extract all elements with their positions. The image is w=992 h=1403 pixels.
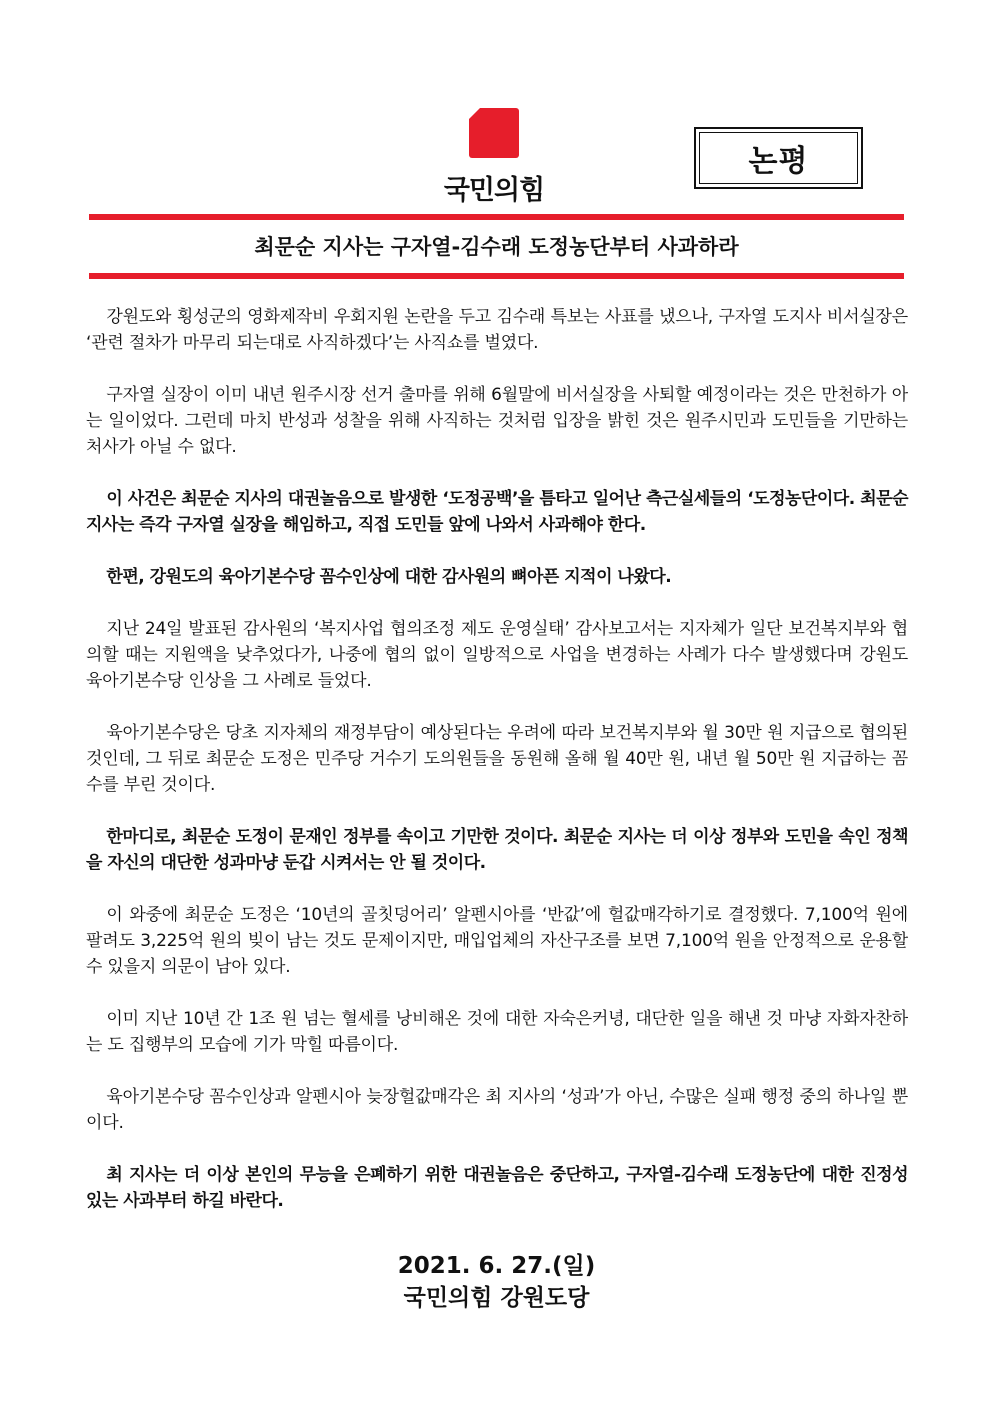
document-footer [89,1250,904,1314]
party-logo-text: 국민의힘 [443,175,545,206]
paragraph-bold: 이 사건은 최문순 지사의 대권놀음으로 발생한 ‘도정공백’을 틈타고 일어난 측근실세들의 ‘도정농단이다. 최문순 지사는 즉각 구자열 실장을 해임하고, 직접 도민들 앞에 나와서 사과해야 한다. [86,489,908,535]
doc-type-label: 논평 [748,144,809,179]
paragraph: 이미 지난 10년 간 1조 원 넘는 혈세를 낭비해온 것에 대한 자숙은커녕, 대단한 일을 해낸 것 마냥 자화자찬하는 도 집행부의 모습에 기가 막힐 따름이다. [86,1009,908,1055]
party-logo-icon [469,108,519,158]
paragraph: 지난 24일 발표된 감사원의 ‘복지사업 협의조정 제도 운영실태’ 감사보고서는 지자체가 일단 보건복지부와 협의할 때는 지원액을 낮추었다가, 나중에 협의 없이 일방적으로 사업을 변경하는 사례가 다수 발생했다며 강원도 육아기본수당 인상을 그 사례로 들었다. [86,619,908,691]
paragraph: 육아기본수당은 당초 지자체의 재정부담이 예상된다는 우려에 따라 보건복지부와 월 30만 원 지급으로 협의된 것인데, 그 뒤로 최문순 도정은 민주당 거수기 도의원들을 동원해 올해 월 40만 원, 내년 월 50만 원 지급하는 꼼수를 부린 것이다. [86,723,908,795]
issue-date: 2021. 6. 27.(일) [397,1253,596,1279]
party-logo [432,108,556,207]
document-body [86,304,908,1240]
issuing-organization: 국민의힘 강원도당 [403,1285,590,1311]
paragraph: 이 와중에 최문순 도정은 ‘10년의 골칫덩어리’ 알펜시아를 ‘반값’에 헐값매각하기로 결정했다. 7,100억 원에 팔려도 3,225억 원의 빚이 남는 것도 문제이지만, 매입업체의 자산구조를 보면 7,100억 원을 안정적으로 운용할 수 있을지 의문이 남아 있다. [86,905,908,977]
paragraph-bold: 한마디로, 최문순 도정이 문재인 정부를 속이고 기만한 것이다. 최문순 지사는 더 이상 정부와 도민을 속인 정책을 자신의 대단한 성과마냥 둔갑 시켜서는 안 될 것이다. [86,827,908,873]
document-header [0,0,992,215]
doc-type-inner-frame [699,132,858,184]
document-title: 최문순 지사는 구자열-김수래 도정농단부터 사과하라 [254,235,739,259]
title-rule-top [89,214,904,220]
paragraph: 구자열 실장이 이미 내년 원주시장 선거 출마를 위해 6월말에 비서실장을 사퇴할 예정이라는 것은 만천하가 아는 일이었다. 그런데 마치 반성과 성찰을 위해 사직하는 것처럼 입장을 밝힌 것은 원주시민과 도민들을 기만하는 처사가 아닐 수 없다. [86,385,908,457]
paragraph: 강원도와 횡성군의 영화제작비 우회지원 논란을 두고 김수래 특보는 사표를 냈으나, 구자열 도지사 비서실장은 ‘관련 절차가 마무리 되는대로 사직하겠다’는 사직쇼를 벌였다. [86,307,908,353]
doc-type-box [694,127,863,189]
paragraph-bold: 한편, 강원도의 육아기본수당 꼼수인상에 대한 감사원의 뼈아픈 지적이 나왔다. [106,567,672,587]
paragraph-bold: 최 지사는 더 이상 본인의 무능을 은폐하기 위한 대권놀음은 중단하고, 구자열-김수래 도정농단에 대한 진정성 있는 사과부터 하길 바란다. [86,1165,908,1211]
title-rule-bottom [89,273,904,279]
paragraph: 육아기본수당 꼼수인상과 알펜시아 늦장헐값매각은 최 지사의 ‘성과’가 아닌, 수많은 실패 행정 중의 하나일 뿐이다. [86,1087,908,1133]
